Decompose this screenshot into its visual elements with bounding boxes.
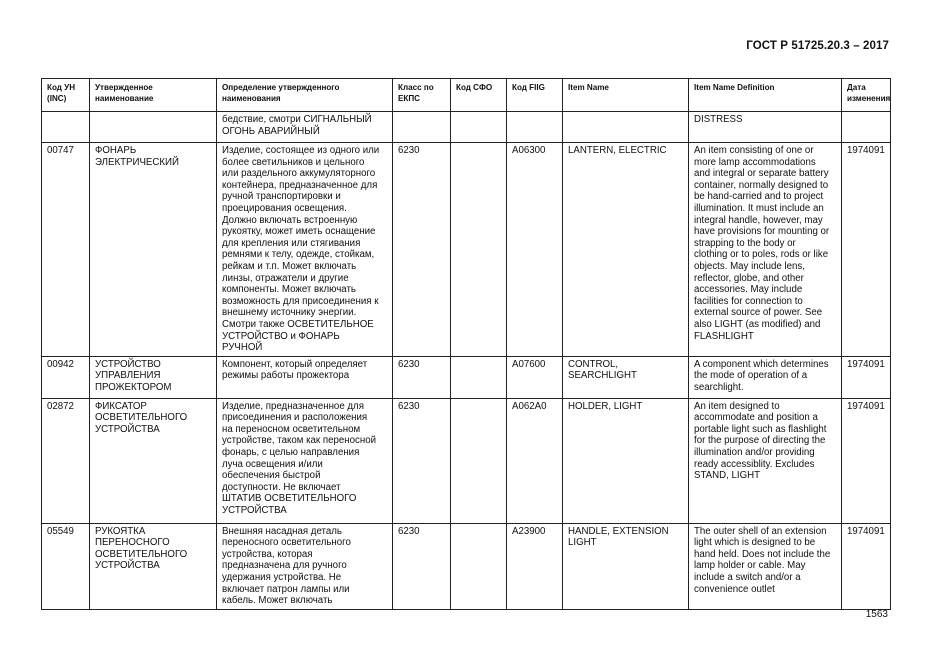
cell-fiig-code: A07600 [507, 356, 563, 398]
cell-ekps-class: 6230 [393, 356, 451, 398]
catalog-table [41, 78, 891, 610]
col-header-fiig-code: Код FIIG [507, 79, 563, 112]
page-number: 1563 [865, 609, 888, 620]
table-row [42, 398, 891, 523]
cell-ekps-class: 6230 [393, 143, 451, 357]
cell-ekps-class: 6230 [393, 398, 451, 523]
table-row [42, 112, 891, 143]
col-header-inc: Код УН (INC) [42, 79, 90, 112]
cell-definition: бедствие, смотри СИГНАЛЬНЫЙ ОГОНЬ АВАРИЙНЫЙ [217, 112, 393, 143]
cell-ekps-class: 6230 [393, 523, 451, 609]
cell-sfo-code [451, 523, 507, 609]
cell-change-date: 1974091 [842, 356, 891, 398]
table-row [42, 356, 891, 398]
cell-sfo-code [451, 143, 507, 357]
cell-inc: 00747 [42, 143, 90, 357]
cell-definition: Изделие, состоящее из одного или более светильников и цельного или раздельного аккумуляторного контейнера, предназначенное для ручной транспортировки и проецирования освещения. Должно включать встроенную рукоятку, может иметь оснащение для крепления или стягивания ремнями к телу, одежде, стойкам, рейкам и т.п. Может включать линзы, отражатели и другие компоненты. Может включать возможность для присоединения к внешнему источнику энергии. Смотри также ОСВЕТИТЕЛЬНОЕ УСТРОЙСТВО и ФОНАРЬ РУЧНОЙ [217, 143, 393, 357]
col-header-sfo-code: Код СФО [451, 79, 507, 112]
table-row [42, 143, 891, 357]
cell-change-date [842, 112, 891, 143]
cell-approved-name [90, 112, 217, 143]
cell-ekps-class [393, 112, 451, 143]
cell-item-name-definition: A component which determines the mode of operation of a searchlight. [689, 356, 842, 398]
cell-inc: 00942 [42, 356, 90, 398]
cell-fiig-code: A06300 [507, 143, 563, 357]
cell-sfo-code [451, 398, 507, 523]
cell-approved-name: УСТРОЙСТВО УПРАВЛЕНИЯ ПРОЖЕКТОРОМ [90, 356, 217, 398]
document-title: ГОСТ Р 51725.20.3 – 2017 [746, 40, 889, 52]
cell-item-name-definition: An item designed to accommodate and position a portable light such as flashlight for the purpose of directing the illumination and/or providing ready accessiblity. Excludes STAND, LIGHT [689, 398, 842, 523]
col-header-change-date: Дата изменения [842, 79, 891, 112]
cell-change-date: 1974091 [842, 523, 891, 609]
cell-inc: 05549 [42, 523, 90, 609]
cell-approved-name: ФОНАРЬ ЭЛЕКТРИЧЕСКИЙ [90, 143, 217, 357]
cell-definition: Внешняя насадная деталь переносного осветительного устройства, которая предназначена для ручного удержания устройства. Не включает патрон лампы или кабель. Может включать [217, 523, 393, 609]
col-header-ekps-class: Класс по ЕКПС [393, 79, 451, 112]
cell-definition: Компонент, который определяет режимы работы прожектора [217, 356, 393, 398]
cell-fiig-code: A062A0 [507, 398, 563, 523]
cell-item-name-definition: DISTRESS [689, 112, 842, 143]
cell-item-name: LANTERN, ELECTRIC [563, 143, 689, 357]
col-header-approved-name: Утвержденное наименование [90, 79, 217, 112]
cell-sfo-code [451, 112, 507, 143]
cell-item-name: CONTROL, SEARCHLIGHT [563, 356, 689, 398]
cell-sfo-code [451, 356, 507, 398]
table-header-row [42, 79, 891, 112]
cell-approved-name: ФИКСАТОР ОСВЕТИТЕЛЬНОГО УСТРОЙСТВА [90, 398, 217, 523]
col-header-item-name-definition: Item Name Definition [689, 79, 842, 112]
cell-fiig-code: A23900 [507, 523, 563, 609]
cell-change-date: 1974091 [842, 398, 891, 523]
col-header-item-name: Item Name [563, 79, 689, 112]
cell-fiig-code [507, 112, 563, 143]
table-row [42, 523, 891, 609]
cell-item-name: HOLDER, LIGHT [563, 398, 689, 523]
col-header-definition: Определение утвержденного наименования [217, 79, 393, 112]
cell-approved-name: РУКОЯТКА ПЕРЕНОСНОГО ОСВЕТИТЕЛЬНОГО УСТРОЙСТВА [90, 523, 217, 609]
cell-item-name-definition: The outer shell of an extension light which is designed to be hand held. Does not include the lamp holder or cable. May include a switch and/or a convenience outlet [689, 523, 842, 609]
cell-item-name [563, 112, 689, 143]
cell-item-name-definition: An item consisting of one or more lamp accommodations and integral or separate battery container, normally designed to be hand-carried and to project illumination. It must include an integral handle, however, may have provisions for mounting or strapping to the body or clothing or to poles, rods or like objects. May include lens, reflector, globe, and other accessories. May include facilities for connection to external source of power. See also LIGHT (as modified) and FLASHLIGHT [689, 143, 842, 357]
cell-inc [42, 112, 90, 143]
cell-item-name: HANDLE, EXTENSION LIGHT [563, 523, 689, 609]
cell-definition: Изделие, предназначенное для присоединения и расположения на переносном осветительном устройстве, таком как переносной фонарь, с целью направления луча освещения и/или обеспечения быстрой доступности. Не включает ШТАТИВ ОСВЕТИТЕЛЬНОГО УСТРОЙСТВА [217, 398, 393, 523]
cell-inc: 02872 [42, 398, 90, 523]
cell-change-date: 1974091 [842, 143, 891, 357]
